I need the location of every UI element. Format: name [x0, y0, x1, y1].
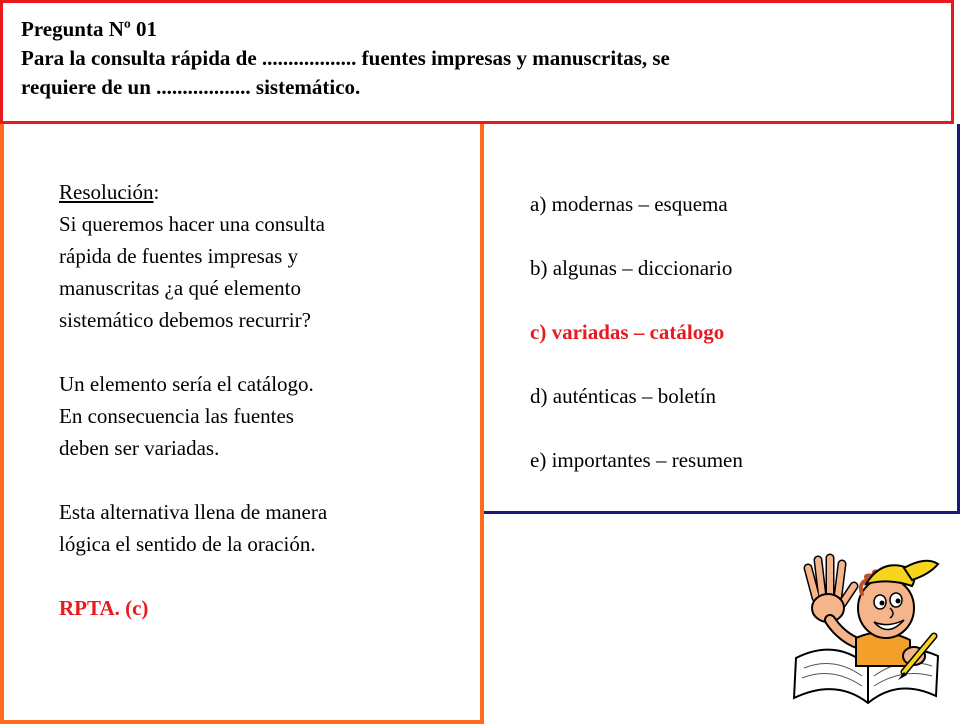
question-line-1: Para la consulta rápida de .................. fuentes impresas y manuscritas, se [21, 46, 670, 70]
resolution-text-line: sistemático debemos recurrir? [59, 308, 311, 332]
resolution-text-line: Un elemento sería el catálogo. [59, 372, 314, 396]
resolution-text-line: Esta alternativa llena de manera [59, 500, 328, 524]
option-c-correct: c) variadas – catálogo [530, 320, 725, 344]
resolution-text-line: Si queremos hacer una consulta [59, 212, 325, 236]
resolution-content [59, 176, 459, 624]
question-line-2: requiere de un .................. sistemático. [21, 75, 361, 99]
answer-label: RPTA. (c) [59, 596, 149, 620]
resolution-text-line: En consecuencia las fuentes [59, 404, 294, 428]
resolution-heading-line [59, 176, 459, 208]
resolution-heading: Resolución [59, 180, 154, 204]
mascot-boy-icon [786, 538, 946, 708]
options-list [530, 186, 743, 506]
resolution-text-line: manuscritas ¿a qué elemento [59, 276, 301, 300]
question-box [0, 0, 954, 124]
paragraph-gap [59, 560, 459, 592]
paragraph-gap [59, 464, 459, 496]
question-title: Pregunta Nº 01 [21, 17, 158, 41]
option-e: e) importantes – resumen [530, 448, 743, 472]
resolution-text-line: lógica el sentido de la oración. [59, 532, 316, 556]
option-b: b) algunas – diccionario [530, 256, 733, 280]
resolution-heading-colon: : [153, 180, 160, 204]
resolution-text-line: rápida de fuentes impresas y [59, 244, 299, 268]
resolution-text-line: deben ser variadas. [59, 436, 220, 460]
paragraph-gap [59, 336, 459, 368]
option-a: a) modernas – esquema [530, 192, 728, 216]
option-d: d) auténticas – boletín [530, 384, 717, 408]
